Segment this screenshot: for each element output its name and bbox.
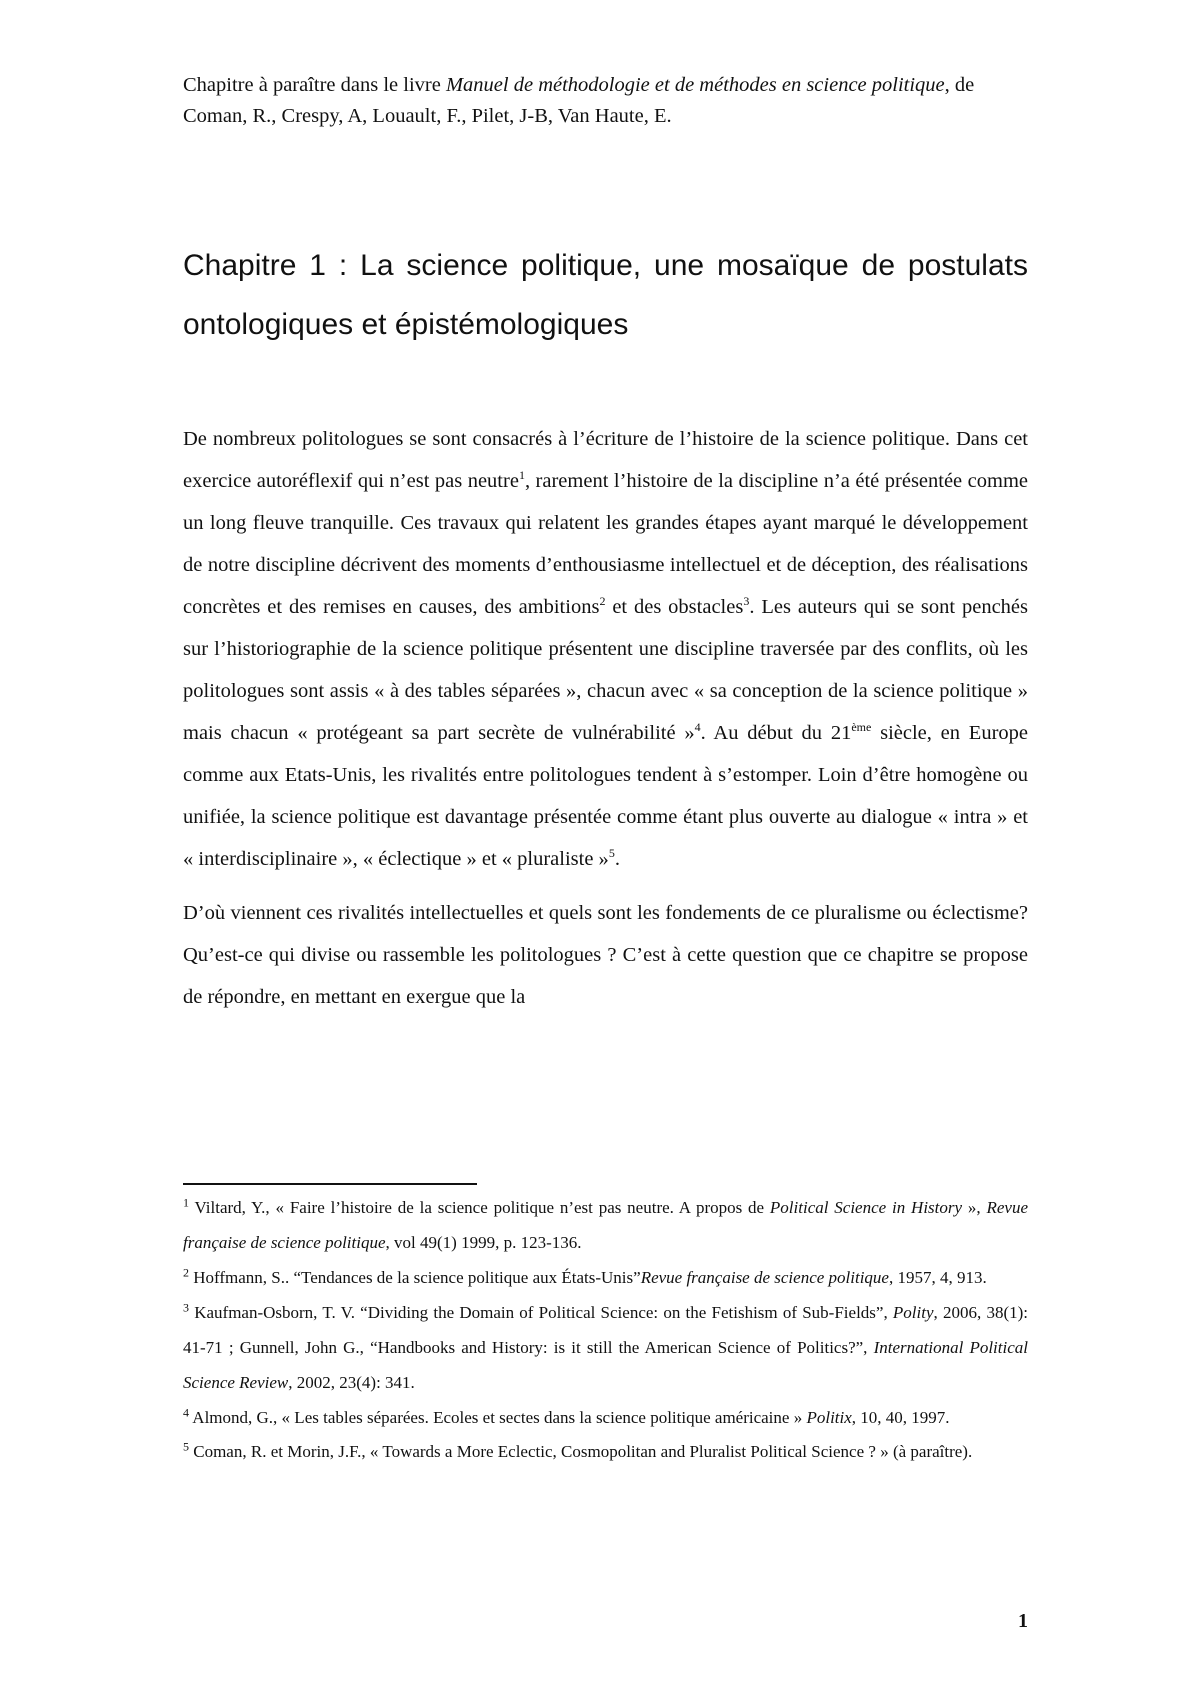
running-header	[183, 70, 1028, 132]
footnote-ref[interactable]: 4	[694, 720, 701, 735]
body-text	[183, 418, 1028, 1030]
italic-title: Polity	[892, 1303, 934, 1322]
footnote-separator	[183, 1183, 477, 1185]
footnote-number: 5	[183, 1439, 189, 1454]
text-run: »,	[962, 1198, 987, 1217]
text-run: , 2002, 23(4): 341.	[288, 1373, 415, 1392]
text-run: Kaufman-Osborn, T. V. “Dividing the Domain of Political Science: on the Fetishism of Sub-Fields”,	[189, 1303, 893, 1322]
text-run: , rarement l’histoire de la discipline n’a été présentée comme un long fleuve tranquille. Ces travaux qui relatent les grandes étapes ayant marqué le développement de notre discipline décrivent des moments d’enthousiasme intellectuel et de déception, des réalisations concrètes et des remises en causes, des ambitions	[183, 470, 1028, 618]
italic-title: International Political Science Review	[183, 1338, 1028, 1392]
header-text: Chapitre à paraître dans le livre	[183, 74, 446, 96]
text-run: . Les auteurs qui se sont penchés sur l’historiographie de la science politique présentent une discipline traversée par des conflits, où les politologues sont assis « à des tables séparées », chacun avec « sa conception de la science politique » mais chacun « protégeant sa part secrète de vulnérabilité »	[183, 596, 1028, 744]
text-run: Coman, R. et Morin, J.F., « Towards a More Eclectic, Cosmopolitan and Pluralist Political Science ? » (à paraître).	[189, 1442, 973, 1461]
italic-title: Revue française de science politique	[183, 1198, 1028, 1252]
text-run: De nombreux politologues se sont consacrés à l’écriture de l’histoire de la science politique. Dans cet exercice autoréflexif qui n’est pas neutre	[183, 428, 1028, 492]
text-run: Hoffmann, S.. “Tendances de la science politique aux États-Unis”	[189, 1268, 641, 1287]
page-number: 1	[1018, 1610, 1028, 1632]
footnote-ref[interactable]: 2	[599, 594, 606, 609]
footnote-ref[interactable]: 1	[518, 468, 525, 483]
italic-title: Politix	[806, 1408, 852, 1427]
footnote-3	[183, 1295, 1028, 1400]
footnote-number: 2	[183, 1265, 189, 1280]
text-run: , vol 49(1) 1999, p. 123-136.	[385, 1233, 582, 1252]
text-run: , 10, 40, 1997.	[851, 1408, 950, 1427]
footnote-number: 4	[183, 1405, 189, 1420]
footnote-number: 1	[183, 1195, 189, 1210]
footnote-1	[183, 1190, 1028, 1260]
paragraph: D’où viennent ces rivalités intellectuelles et quels sont les fondements de ce pluralisme ou éclectisme? Qu’est-ce qui divise ou rassemble les politologues ? C’est à cette question que ce chapitre se propose de répondre, en mettant en exergue que la	[183, 902, 1028, 1008]
paragraph	[183, 418, 1028, 880]
footnotes	[183, 1190, 1028, 1469]
book-title: Manuel de méthodologie et de méthodes en science politique	[445, 74, 945, 96]
italic-title: Political Science in History	[769, 1198, 963, 1217]
italic-title: Revue française de science politique	[640, 1268, 889, 1287]
text-run: Viltard, Y., « Faire l’histoire de la science politique n’est pas neutre. A propos de	[189, 1198, 770, 1217]
ordinal-suffix: ème	[851, 720, 872, 735]
text-run: Almond, G., « Les tables séparées. Ecoles et sectes dans la science politique américaine »	[189, 1408, 807, 1427]
chapter-title: Chapitre 1 : La science politique, une mosaïque de postulats ontologiques et épistémologiques	[183, 249, 1028, 341]
text-run: , 2006, 38(1): 41-71 ; Gunnell, John G., “Handbooks and History: is it still the American Science of Politics?”,	[183, 1303, 1028, 1357]
text-run: siècle, en Europe comme aux Etats-Unis, les rivalités entre politologues tendent à s’estomper. Loin d’être homogène ou unifiée, la science politique est davantage présentée comme étant plus ouverte au dialogue « intra » et « interdisciplinaire », « éclectique » et « pluraliste »	[183, 722, 1029, 870]
footnote-4	[183, 1400, 1028, 1434]
footnote-ref[interactable]: 5	[608, 846, 615, 861]
text-run: . Au début du 21	[700, 722, 852, 744]
footnote-number: 3	[183, 1300, 189, 1315]
footnote-ref[interactable]: 3	[743, 594, 750, 609]
text-run: et des obstacles	[605, 596, 744, 618]
text-run: .	[614, 848, 620, 870]
header-authors: , de Coman, R., Crespy, A, Louault, F., Pilet, J-B, Van Haute, E.	[183, 74, 975, 127]
footnote-2	[183, 1260, 1028, 1295]
footnote-5	[183, 1434, 1028, 1469]
text-run: , 1957, 4, 913.	[888, 1268, 987, 1287]
